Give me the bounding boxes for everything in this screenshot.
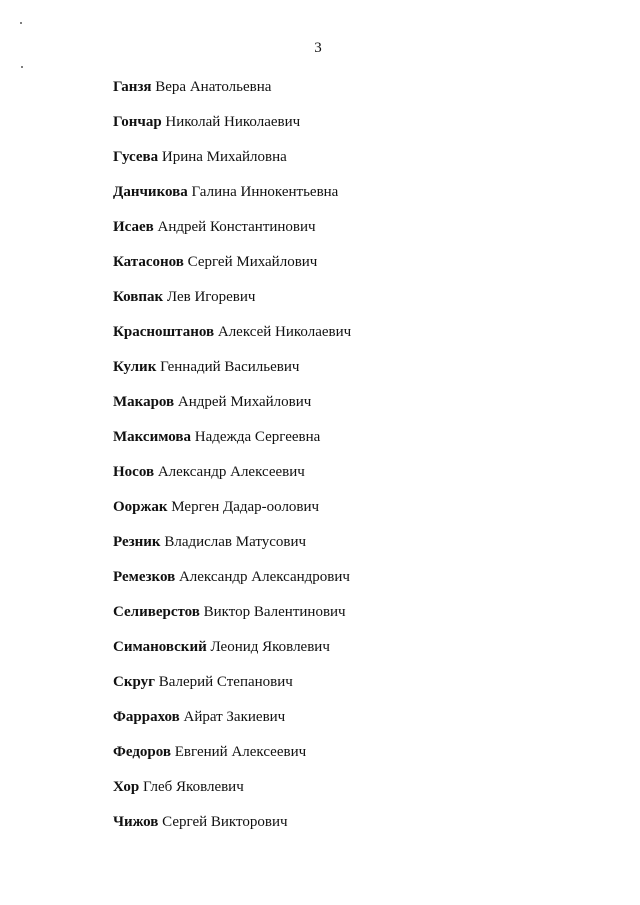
name-entry <box>113 494 351 529</box>
surname: Резник <box>113 534 161 550</box>
surname: Гончар <box>113 114 162 130</box>
name-entry <box>113 459 351 494</box>
name-entry <box>113 599 351 634</box>
name-entry <box>113 389 351 424</box>
scan-artifact-dot <box>20 22 22 24</box>
given-names: Мерген Дадар-оолович <box>171 499 320 515</box>
given-names: Лев Игоревич <box>166 289 256 305</box>
name-entry <box>113 109 351 144</box>
given-names: Владислав Матусович <box>164 534 307 550</box>
surname: Ооржак <box>113 499 168 515</box>
given-names: Вера Анатольевна <box>155 79 272 95</box>
given-names: Геннадий Васильевич <box>160 359 300 375</box>
name-entry <box>113 284 351 319</box>
name-entry <box>113 214 351 249</box>
surname: Исаев <box>113 219 154 235</box>
name-entry <box>113 774 351 809</box>
name-entry <box>113 529 351 564</box>
given-names: Ирина Михайловна <box>161 149 287 165</box>
given-names: Николай Николаевич <box>165 114 301 130</box>
name-entry <box>113 564 351 599</box>
surname: Носов <box>113 464 155 480</box>
surname: Красноштанов <box>113 324 215 340</box>
name-entry <box>113 354 351 389</box>
surname: Данчикова <box>113 184 188 200</box>
given-names: Виктор Валентинович <box>203 604 346 620</box>
given-names: Сергей Михайлович <box>187 254 318 270</box>
page-number: 3 <box>314 40 322 56</box>
given-names: Надежда Сергеевна <box>194 429 321 445</box>
scan-artifact-dot <box>21 66 23 68</box>
surname: Симановский <box>113 639 207 655</box>
given-names: Айрат Закиевич <box>183 709 286 725</box>
surname: Гусева <box>113 149 159 165</box>
given-names: Алексей Николаевич <box>217 324 352 340</box>
name-entry <box>113 74 351 109</box>
name-entry <box>113 634 351 669</box>
surname: Катасонов <box>113 254 184 270</box>
surname: Селиверстов <box>113 604 200 620</box>
surname: Ковпак <box>113 289 164 305</box>
given-names: Галина Иннокентьевна <box>191 184 339 200</box>
given-names: Александр Алексеевич <box>157 464 305 480</box>
given-names: Андрей Константинович <box>157 219 316 235</box>
surname: Макаров <box>113 394 175 410</box>
name-entry <box>113 249 351 284</box>
surname: Фаррахов <box>113 709 180 725</box>
name-entry <box>113 704 351 739</box>
given-names: Евгений Алексеевич <box>174 744 307 760</box>
name-entry <box>113 319 351 354</box>
name-entry <box>113 809 351 844</box>
given-names: Глеб Яковлевич <box>142 779 244 795</box>
name-list <box>113 74 351 844</box>
given-names: Леонид Яковлевич <box>210 639 330 655</box>
surname: Ганзя <box>113 79 152 95</box>
given-names: Сергей Викторович <box>162 814 288 830</box>
name-entry <box>113 144 351 179</box>
given-names: Валерий Степанович <box>158 674 293 690</box>
surname: Скруг <box>113 674 155 690</box>
name-entry <box>113 179 351 214</box>
name-entry <box>113 424 351 459</box>
surname: Чижов <box>113 814 159 830</box>
surname: Ремезков <box>113 569 176 585</box>
surname: Хор <box>113 779 140 795</box>
name-entry <box>113 669 351 704</box>
name-entry <box>113 739 351 774</box>
given-names: Андрей Михайлович <box>177 394 312 410</box>
surname: Федоров <box>113 744 172 760</box>
given-names: Александр Александрович <box>178 569 350 585</box>
surname: Кулик <box>113 359 157 375</box>
surname: Максимова <box>113 429 191 445</box>
